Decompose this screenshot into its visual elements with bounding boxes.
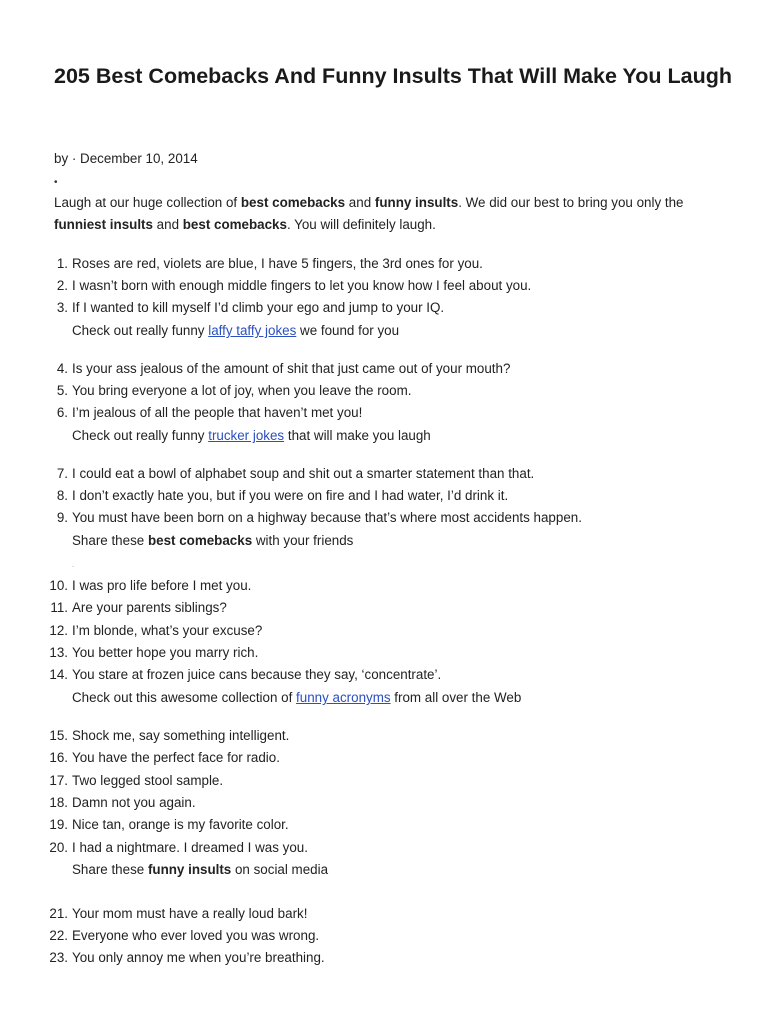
item-text: You better hope you marry rich. <box>72 645 259 660</box>
list-item <box>0 485 720 507</box>
promo-note <box>0 320 720 342</box>
laffy-taffy-jokes-link[interactable]: laffy taffy jokes <box>208 323 297 338</box>
list-item <box>0 837 720 859</box>
list-item <box>0 575 720 597</box>
item-text: If I wanted to kill myself I’d climb your ego and jump to your IQ. <box>72 300 445 315</box>
note-text: Share these <box>72 862 148 877</box>
item-number: 10. <box>49 578 68 593</box>
intro-text: . You will definitely laugh. <box>286 217 436 232</box>
item-text: Damn not you again. <box>72 795 196 810</box>
item-text: I wasn’t born with enough middle fingers to let you know how I feel about you. <box>72 278 532 293</box>
item-number: 22. <box>49 928 68 943</box>
note-text: on social media <box>231 862 329 877</box>
list-item <box>0 463 720 485</box>
item-number: 16. <box>49 750 68 765</box>
item-number: 15. <box>49 728 68 743</box>
intro-bold: funniest insults <box>54 217 153 232</box>
share-note <box>0 859 720 881</box>
item-number: 1. <box>56 256 68 271</box>
item-text: Roses are red, violets are blue, I have 5 fingers, the 3rd ones for you. <box>72 256 483 271</box>
item-text: You only annoy me when you’re breathing. <box>72 950 325 965</box>
intro-bold: best comebacks <box>182 217 287 232</box>
item-number: 11. <box>50 600 68 615</box>
item-text: I had a nightmare. I dreamed I was you. <box>72 840 308 855</box>
intro-text: and <box>345 195 375 210</box>
note-text: that will make you laugh <box>284 428 431 443</box>
promo-note <box>0 687 720 709</box>
item-number: 19. <box>49 817 68 832</box>
item-number: 4. <box>56 361 68 376</box>
list-item <box>0 642 720 664</box>
item-number: 7. <box>56 466 68 481</box>
list-item <box>0 664 720 686</box>
item-text: You stare at frozen juice cans because they say, ‘concentrate’. <box>72 667 442 682</box>
intro-text: . We did our best to bring you only the <box>458 195 684 210</box>
item-number: 3. <box>56 300 68 315</box>
item-text: You must have been born on a highway because that’s where most accidents happen. <box>72 510 582 525</box>
item-number: 6. <box>56 405 68 420</box>
list-item <box>0 597 720 619</box>
list-item <box>0 358 720 380</box>
article-title: 205 Best Comebacks And Funny Insults That Will Make You Laugh <box>54 64 732 88</box>
intro-bold: funny insults <box>374 195 459 210</box>
item-text: You bring everyone a lot of joy, when you leave the room. <box>72 383 412 398</box>
item-number: 14. <box>49 667 68 682</box>
note-text: with your friends <box>252 533 354 548</box>
intro-bold: best comebacks <box>240 195 346 210</box>
item-number: 9. <box>56 510 68 525</box>
note-text: Check out really funny <box>72 428 209 443</box>
trucker-jokes-link[interactable]: trucker jokes <box>208 428 285 443</box>
item-text: You have the perfect face for radio. <box>72 750 280 765</box>
article-meta: by · December 10, 2014 <box>54 151 198 166</box>
item-text: I don’t exactly hate you, but if you were on fire and I had water, I’d drink it. <box>72 488 509 503</box>
intro-text: Laugh at our huge collection of <box>54 195 241 210</box>
list-item <box>0 947 720 969</box>
list-item <box>0 402 720 424</box>
item-text: I’m blonde, what’s your excuse? <box>72 623 263 638</box>
item-text: Are your parents siblings? <box>72 600 227 615</box>
list-item <box>0 925 720 947</box>
item-text: Everyone who ever loved you was wrong. <box>72 928 320 943</box>
list-item <box>0 792 720 814</box>
item-text: I’m jealous of all the people that haven’t met you! <box>72 405 363 420</box>
note-bold: funny insults <box>147 862 232 877</box>
item-text: Nice tan, orange is my favorite color. <box>72 817 289 832</box>
note-bold: best comebacks <box>147 533 253 548</box>
note-text: from all over the Web <box>390 690 522 705</box>
item-number: 13. <box>49 645 68 660</box>
note-text: Share these <box>72 533 148 548</box>
list-item <box>0 770 720 792</box>
intro-paragraph <box>54 192 724 236</box>
item-number: 2. <box>56 278 68 293</box>
item-text: Shock me, say something intelligent. <box>72 728 290 743</box>
list-item <box>0 297 720 319</box>
promo-note <box>0 425 720 447</box>
item-number: 5. <box>56 383 68 398</box>
item-text: I could eat a bowl of alphabet soup and shit out a smarter statement than that. <box>72 466 535 481</box>
list-item <box>0 725 720 747</box>
list-item <box>0 507 720 529</box>
list-item <box>0 903 720 925</box>
bullet-mark: • <box>54 177 58 188</box>
item-text: Your mom must have a really loud bark! <box>72 906 308 921</box>
item-number: 21. <box>49 906 68 921</box>
item-number: 20. <box>49 840 68 855</box>
list-item <box>0 275 720 297</box>
note-text: we found for you <box>296 323 400 338</box>
item-number: 18. <box>49 795 68 810</box>
item-number: 17. <box>49 773 68 788</box>
funny-acronyms-link[interactable]: funny acronyms <box>296 690 391 705</box>
list-item <box>0 747 720 769</box>
note-text: Check out this awesome collection of <box>72 690 297 705</box>
list-item <box>0 814 720 836</box>
separator-dot: . <box>72 560 75 569</box>
item-text: I was pro life before I met you. <box>72 578 252 593</box>
note-text: Check out really funny <box>72 323 209 338</box>
item-text: Two legged stool sample. <box>72 773 224 788</box>
list-item <box>0 253 720 275</box>
share-note <box>0 530 720 552</box>
list-item <box>0 380 720 402</box>
intro-text: and <box>152 217 183 232</box>
item-number: 23. <box>49 950 68 965</box>
item-number: 8. <box>56 488 68 503</box>
item-number: 12. <box>49 623 68 638</box>
list-item <box>0 620 720 642</box>
item-text: Is your ass jealous of the amount of shit that just came out of your mouth? <box>72 361 511 376</box>
